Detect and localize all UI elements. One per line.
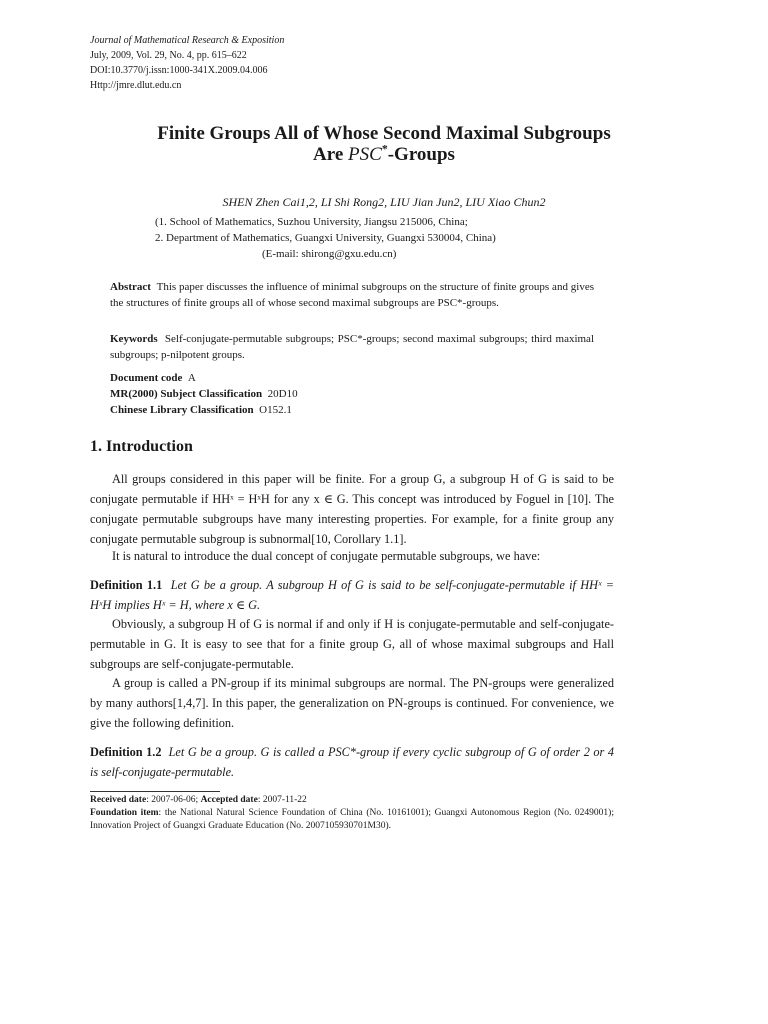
paper-title — [70, 123, 698, 165]
document-code: Document code A — [110, 372, 196, 384]
definition-1-2-label: Definition 1.2 — [90, 745, 162, 759]
title-line-1: Finite Groups All of Whose Second Maximal Subgroups — [157, 123, 611, 144]
section-heading: 1. Introduction — [90, 438, 193, 455]
journal-url: Http://jmre.dlut.edu.cn — [90, 80, 182, 91]
keywords — [110, 331, 594, 363]
clc-classification: Chinese Library Classification O152.1 — [110, 404, 292, 416]
intro-paragraph-3: Obviously, a subgroup H of G is normal if and only if H is conjugate-permutable and self-conjugate-permutable in G. It is easy to see that for a finite group G, all of whose maximal subgroups and Hall subgroups are self-conjugate-permutable. — [90, 617, 614, 671]
author-list: SHEN Zhen Cai1,2, LI Shi Rong2, LIU Jian Jun2, LIU Xiao Chun2 — [222, 195, 546, 209]
footnote-divider — [90, 791, 220, 792]
title-line-2: Are PSC*-Groups — [313, 142, 455, 165]
intro-paragraph-1: All groups considered in this paper will be finite. For a group G, a subgroup H of G is said to be conjugate permutable if HHˣ = HˣH for any x ∈ G. This concept was introduced by Foguel in [10]. The conjugate permutable subgroups have many interesting properties. For example, for a finite group any conjugate permutable subgroup is subnormal[10, Corollary 1.1]. — [90, 472, 614, 546]
definition-1-1-text: Let G be a group. A subgroup H of G is said to be self-conjugate-permutable if HHˣ = HˣH implies Hˣ = H, where x ∈ G. — [90, 578, 614, 612]
definition-1-1-label: Definition 1.1 — [90, 578, 163, 592]
definition-1-2-text: Let G be a group. G is called a PSC*-group if every cyclic subgroup of G of order 2 or 4 is self-conjugate-permutable. — [90, 745, 614, 779]
abstract-text: This paper discusses the influence of minimal subgroups on the structure of finite groups and gives the structures of finite groups all of whose second maximal subgroups are PSC*-groups. — [110, 281, 595, 309]
intro-paragraph-4: A group is called a PN-group if its minimal subgroups are normal. The PN-groups were generalized by many authors[1,4,7]. In this paper, the generalization on PN-groups is continued. For convenience, we give the following definition. — [90, 676, 614, 730]
footnote-foundation: Foundation item: the National Natural Science Foundation of China (No. 10161001); Guangxi Autonomous Region (No. 0249001); Innovation Project of Guangxi Graduate Education (No. 2007105930701M30). — [90, 808, 614, 831]
definition-1-1 — [90, 575, 614, 615]
classification-block — [110, 370, 594, 418]
affiliation-2: 2. Department of Mathematics, Guangxi University, Guangxi 530004, China) — [155, 232, 496, 244]
definition-1-2 — [90, 742, 614, 782]
abstract — [110, 279, 594, 311]
footnote-dates: Received date: 2007-06-06; Accepted date: 2007-11-22 — [90, 795, 307, 805]
journal-header — [90, 33, 284, 93]
mr-classification: MR(2000) Subject Classification 20D10 — [110, 388, 298, 400]
intro-paragraph-2: It is natural to introduce the dual concept of conjugate permutable subgroups, we have: — [112, 549, 541, 563]
affiliation-1: (1. School of Mathematics, Suzhou University, Jiangsu 215006, China; — [155, 216, 468, 228]
abstract-label: Abstract — [110, 281, 151, 293]
doi: DOI:10.3770/j.issn:1000-341X.2009.04.006 — [90, 65, 268, 76]
author-email: (E-mail: shirong@gxu.edu.cn) — [262, 248, 397, 260]
journal-name: Journal of Mathematical Research & Exposition — [90, 35, 285, 46]
keywords-text: Self-conjugate-permutable subgroups; PSC*-groups; second maximal subgroups; third maximal subgroups; p-nilpotent groups. — [110, 333, 594, 361]
keywords-label: Keywords — [110, 333, 158, 345]
issue-info: July, 2009, Vol. 29, No. 4, pp. 615–622 — [90, 50, 247, 61]
